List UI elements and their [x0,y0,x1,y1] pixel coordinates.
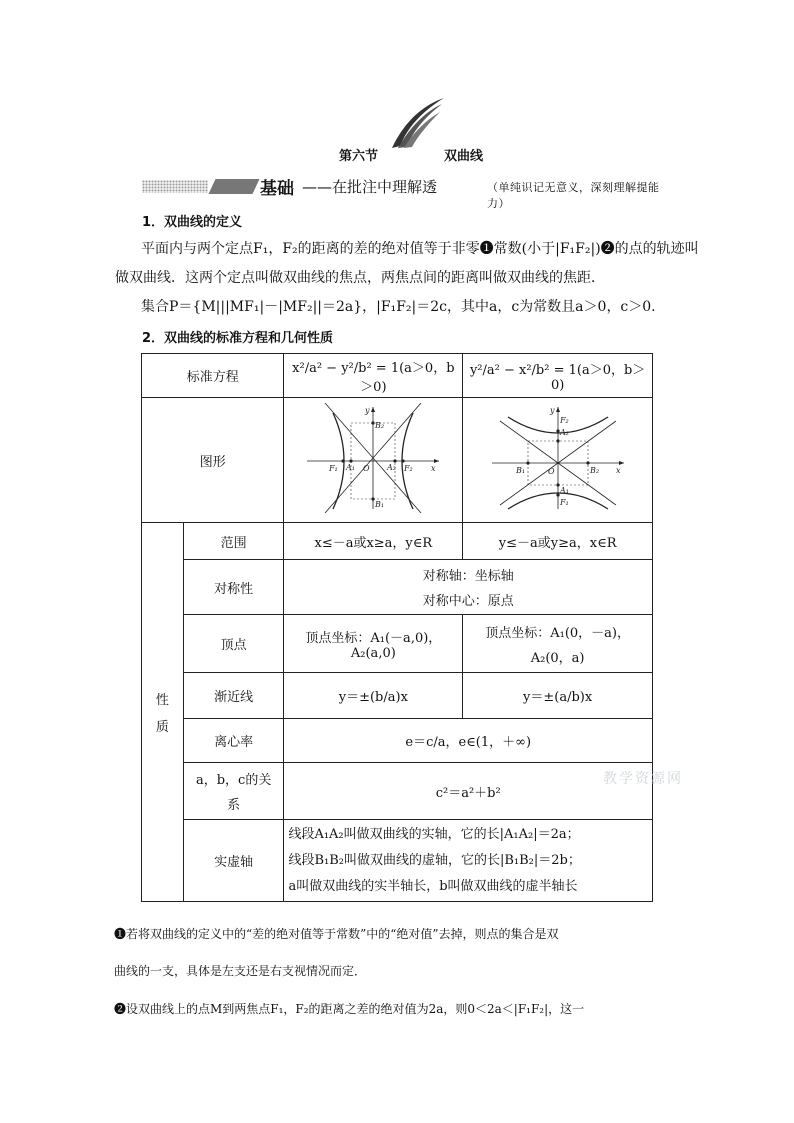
note-1-line-2: 曲线的一支，具体是左支还是右支视情况而定． [114,964,367,978]
swoosh-logo-icon [390,96,446,150]
table-row [142,523,653,560]
graph-label: 图形 [142,398,284,523]
a1-label: A₁ [346,463,356,472]
vertex-left: 顶点坐标：A₁(－a,0)，A₂(a,0) [284,615,463,673]
std-right: y²/a² − x²/b² = 1(a＞0，b＞0) [463,354,653,398]
note-2-line-1: ❷设双曲线上的点M到两焦点F₁，F₂的距离之差的绝对值为2a，则0＜2a＜|F₁F₂|，这一 [114,1002,585,1016]
f2-label: F₂ [559,416,569,425]
banner-note: （单纯识记无意义，深刻理解提能力） [487,181,660,210]
axis-value [284,820,653,902]
note-1-line-1: ❶若将双曲线的定义中的“差的绝对值等于常数”中的“绝对值”去掉，则点的集合是双 [114,927,559,941]
abc-value: c²＝a²＋b² [284,763,653,820]
watermark: 教学资源网 [603,771,683,787]
axis-line-2: 线段B₁B₂叫做双曲线的虚轴，它的长|B₁B₂|＝2b； [288,852,581,868]
y-axis-label: y [365,406,370,415]
axis-line-1: 线段A₁A₂叫做双曲线的实轴，它的长|A₁A₂|＝2a； [288,826,580,842]
abc-label-line-2: 系 [227,798,241,813]
definition-line-2: 做双曲线．这两个定点叫做双曲线的焦点，两焦点间的距离叫做双曲线的焦距． [115,270,605,286]
section-number: 第六节 [339,149,379,164]
definition-line-1: 平面内与两个定点F₁，F₂的距离的差的绝对值等于非零❶常数(小于|F₁F₂|)❷的点的轨迹叫 [141,241,699,257]
table-row [142,719,653,763]
side-label-1: 性 [155,693,169,708]
symmetry-line-2: 对称中心：原点 [422,594,514,609]
x-axis-label: x [431,464,436,473]
eccentricity-label: 离心率 [183,719,284,763]
table-row [142,763,653,820]
section-banner [142,176,662,210]
banner-main: 基础 [260,179,294,199]
a1-label: A₁ [559,486,569,495]
f2-label: F₂ [404,464,414,473]
graph-right-cell [463,398,653,523]
properties-table [141,353,653,902]
properties-heading: 2．双曲线的标准方程和几何性质 [142,331,334,346]
b2-label: B₂ [375,421,385,430]
definition-heading: 1．双曲线的定义 [142,215,243,230]
symmetry-value [284,560,653,615]
abc-label [183,763,284,820]
table-row [142,354,653,398]
graph-left-cell [284,398,463,523]
banner-bar [209,179,260,194]
side-label [142,523,184,902]
vertex-label: 顶点 [183,615,284,673]
side-label-2: 质 [155,720,169,735]
banner-dots [142,180,208,193]
vertex-right-line-2: A₂(0，a) [530,650,585,666]
range-label: 范围 [183,523,284,560]
table-row [142,560,653,615]
axis-line-3: a叫做双曲线的实半轴长，b叫做双曲线的虚半轴长 [288,878,578,894]
vertex-right [463,615,653,673]
table-row [142,398,653,523]
axis-label: 实虚轴 [183,820,284,902]
origin-label: O [363,464,370,473]
b1-label: B₁ [375,500,385,509]
table-row [142,820,653,902]
origin-label: O [547,467,555,476]
definition-line-3: 集合P＝{M|||MF₁|－|MF₂||＝2a}，|F₁F₂|＝2c，其中a，c为常数且a＞0，c＞0. [141,299,656,315]
std-label: 标准方程 [142,354,284,398]
f1-label: F₁ [329,464,339,473]
eccentricity-value: e＝c/a，e∈(1，＋∞) [284,719,653,763]
abc-label-line-1: a，b，c的关 [195,773,272,788]
y-axis-label: y [549,406,555,415]
range-right: y≤－a或y≥a，x∈R [463,523,653,560]
x-axis-label: x [615,466,621,475]
hyperbola-horizontal-graph [303,403,443,513]
asymptote-right: y＝±(a/b)x [463,673,653,719]
table-row [142,673,653,719]
section-title: 双曲线 [444,149,484,164]
symmetry-line-1: 对称轴：坐标轴 [422,569,514,584]
b1-label: B₁ [515,466,525,475]
asymptote-left: y＝±(b/a)x [284,673,463,719]
banner-rest: ——在批注中理解透 [302,178,438,196]
range-left: x≤－a或x≥a，y∈R [284,523,463,560]
asymptote-label: 渐近线 [183,673,284,719]
f1-label: F₁ [559,498,569,507]
table-row [142,615,653,673]
b2-label: B₂ [589,466,599,475]
hyperbola-vertical-graph [488,403,628,513]
a2-label: A₂ [559,428,569,437]
symmetry-label: 对称性 [183,560,284,615]
vertex-right-line-1: 顶点坐标：A₁(0，－a)， [485,625,630,641]
a2-label: A₂ [387,463,397,472]
std-left: x²/a² − y²/b² = 1(a＞0，b＞0) [284,354,463,398]
